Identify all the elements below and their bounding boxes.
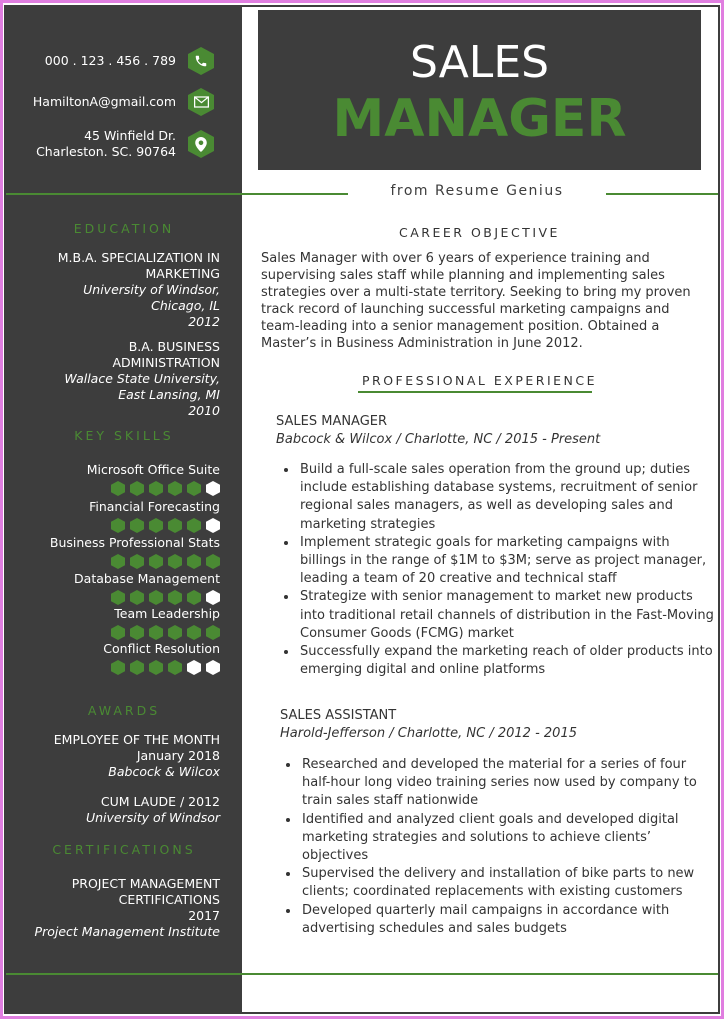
rating-empty-hex [187,660,201,675]
skill-item [20,606,220,640]
job-title: SALES MANAGER [276,414,388,429]
job-bullet: • Build a full-scale sales operation from the ground up; duties include establishing database systems, recruitment of senior regional sales managers, as well as developing sales and marketing strategies [298,461,718,534]
sidebar-divider-top [6,193,242,195]
rating-empty-hex [206,590,220,605]
rating-filled-hex [187,590,201,605]
rating-filled-hex [130,660,144,675]
award-org: University of Windsor [85,810,220,825]
rating-filled-hex [111,625,125,640]
rating-empty-hex [206,660,220,675]
job-title: SALES ASSISTANT [280,708,397,723]
job-company: Babcock & Wilcox / Charlotte, NC / 2015 - Present [276,432,601,447]
education-location: East Lansing, MI [118,387,220,402]
rating-filled-hex [130,554,144,569]
contact-email [33,88,214,116]
address-line1: 45 Winfield Dr. [84,128,176,143]
from-line: from Resume Genius [390,183,564,199]
job-bullets [278,756,718,938]
education-entry [20,250,220,330]
header-rule-right [606,193,720,195]
rating-filled-hex [187,554,201,569]
job-bullet: • Strategize with senior management to market new products into traditional retail channels of distribution in the Fast-Moving Consumer Goods (FCMG) market [298,588,718,643]
skill-rating [20,481,220,496]
award-date: January 2018 [136,748,220,763]
title-line-1: SALES [409,37,550,88]
certification-entry [20,876,220,940]
job-bullet: • Identified and analyzed client goals and developed digital marketing strategies and solutions to achieve clients’ objectives [300,811,718,866]
job-bullet: • Successfully expand the marketing reach of older products into emerging digital and online platforms [298,643,718,679]
job-bullets [276,461,718,679]
education-location: Chicago, IL [151,298,220,313]
rating-filled-hex [187,481,201,496]
rating-filled-hex [168,625,182,640]
rating-filled-hex [168,590,182,605]
rating-filled-hex [111,554,125,569]
skill-name: Team Leadership [114,606,220,621]
header-rule-left [242,193,348,195]
certification-title: PROJECT MANAGEMENT CERTIFICATIONS [71,876,220,907]
skill-item [20,462,220,496]
phone-icon [188,47,214,75]
skill-rating [20,590,220,605]
title-banner [258,10,701,170]
awards-heading: AWARDS [87,703,161,718]
sidebar [6,7,242,1014]
rating-filled-hex [168,660,182,675]
rating-filled-hex [149,481,163,496]
job-bullet: • Developed quarterly mail campaigns in accordance with advertising schedules and sales budgets [300,902,718,938]
education-year: 2012 [188,314,220,329]
rating-filled-hex [111,518,125,533]
job-bullet: • Supervised the delivery and installation of bike parts to new clients; coordinated replacements with existing customers [300,865,718,901]
rating-empty-hex [206,518,220,533]
skill-rating [20,660,220,675]
education-entry [20,339,220,419]
skill-name: Conflict Resolution [103,641,220,656]
rating-filled-hex [111,590,125,605]
skill-item [20,571,220,605]
contact-phone [45,47,214,75]
skill-item [20,535,220,569]
email-text: HamiltonA@gmail.com [32,94,176,109]
rating-filled-hex [130,518,144,533]
rating-filled-hex [168,481,182,496]
experience-heading: PROFESSIONAL EXPERIENCE [361,373,598,388]
skill-rating [20,554,220,569]
sidebar-divider-bottom [6,973,242,975]
contact-address [36,128,214,160]
skills-heading: KEY SKILLS [74,428,174,443]
objective-text: Sales Manager with over 6 years of experience training and supervising sales staff while planning and implementing sales strategies over a multi-state territory. Seeking to bring my proven track record of launching successful marketing campaigns and team-leading into a senior management position. Obtained a Master’s in Business Administration in June 2012. [261,251,691,351]
phone-text: 000 . 123 . 456 . 789 [44,53,176,68]
experience-underline [358,391,592,393]
certification-org: Project Management Institute [34,924,220,939]
objective-heading: CAREER OBJECTIVE [399,225,560,240]
award-title: CUM LAUDE / 2012 [100,794,220,809]
job-bullet: • Researched and developed the material for a series of four half-hour long video training series now used by company to train sales staff nationwide [300,756,718,811]
rating-filled-hex [149,554,163,569]
award-entry [20,732,220,780]
address-line2: Charleston. SC. 90764 [36,144,176,159]
map-pin-icon [188,130,214,158]
rating-filled-hex [149,518,163,533]
skill-item [20,499,220,533]
rating-filled-hex [187,625,201,640]
rating-filled-hex [168,554,182,569]
rating-filled-hex [130,590,144,605]
skill-name: Microsoft Office Suite [86,462,220,477]
rating-filled-hex [206,625,220,640]
rating-empty-hex [206,481,220,496]
skill-rating [20,625,220,640]
education-school: University of Windsor, [83,282,220,297]
rating-filled-hex [149,590,163,605]
rating-filled-hex [168,518,182,533]
certification-year: 2017 [188,908,220,923]
rating-filled-hex [149,625,163,640]
skill-name: Database Management [74,571,220,586]
certifications-heading: CERTIFICATIONS [52,842,196,857]
award-entry [20,794,220,826]
rating-filled-hex [111,660,125,675]
education-degree: B.A. BUSINESS ADMINISTRATION [112,339,220,370]
skill-item [20,641,220,675]
award-title: EMPLOYEE OF THE MONTH [53,732,220,747]
rating-filled-hex [130,625,144,640]
rating-filled-hex [149,660,163,675]
award-org: Babcock & Wilcox [108,764,220,779]
rating-filled-hex [187,518,201,533]
education-year: 2010 [188,403,220,418]
skill-name: Business Professional Stats [49,535,220,550]
skill-name: Financial Forecasting [89,499,220,514]
rating-filled-hex [206,554,220,569]
education-school: Wallace State University, [64,371,220,386]
resume-page [4,5,720,1014]
rating-filled-hex [111,481,125,496]
education-degree: M.B.A. SPECIALIZATION IN MARKETING [57,250,220,281]
envelope-icon [188,88,214,116]
footer-rule [242,973,720,975]
skill-rating [20,518,220,533]
title-line-2: MANAGER [332,89,627,149]
job-company: Harold-Jefferson / Charlotte, NC / 2012 - 2015 [280,726,577,741]
job-bullet: • Implement strategic goals for marketing campaigns with billings in the range of $1M to $3M; serve as project manager, leading a team of 20 creative and technical staff [298,534,718,589]
education-heading: EDUCATION [73,221,175,236]
address-text [36,128,176,160]
rating-filled-hex [130,481,144,496]
